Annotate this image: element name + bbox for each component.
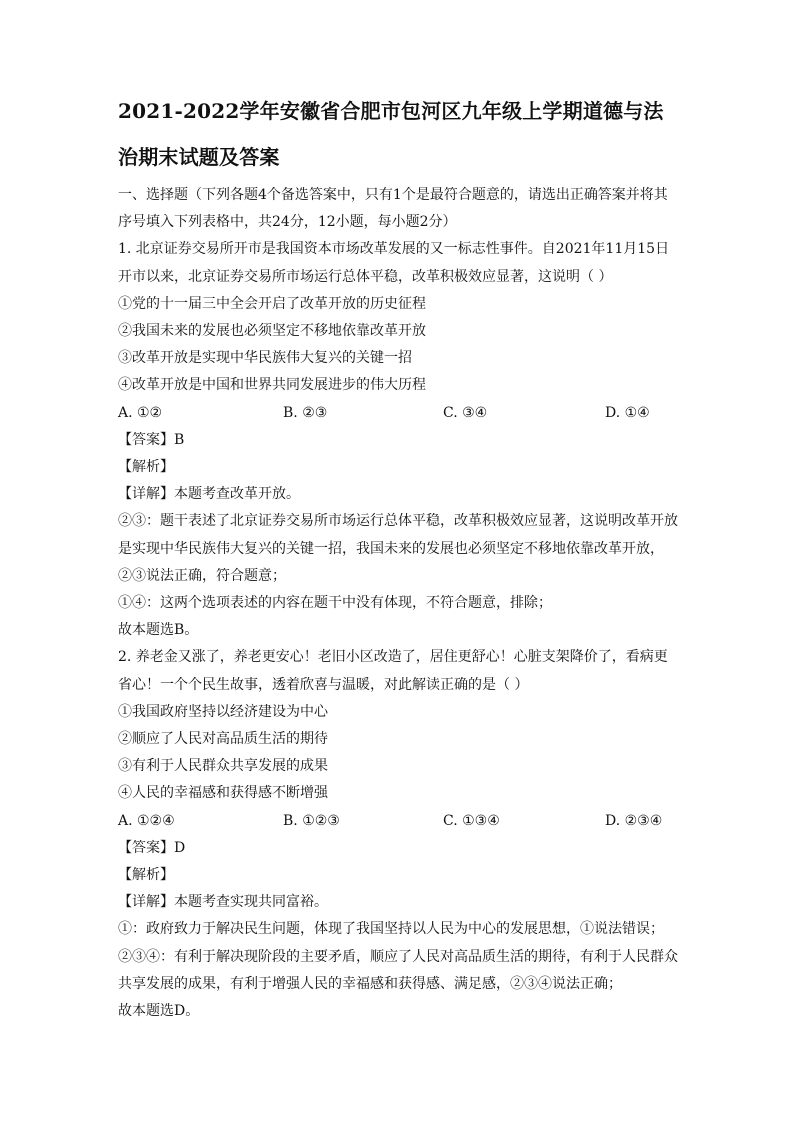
q2-option-a: A. ①②④ [118, 812, 175, 829]
q1-stem-line-2: 开市以来，北京证券交易所市场运行总体平稳，改革积极效应显著，这说明（ ） [118, 268, 613, 285]
q1-options [118, 400, 678, 427]
q2-stem-line-1: 2. 养老金又涨了，养老更安心！老旧小区改造了，居住更舒心！心脏支架降价了，看病更 [118, 649, 668, 666]
q1-analysis-label: 【解析】 [118, 459, 174, 476]
q1-option-c: C. ③④ [443, 404, 488, 421]
q2-options [118, 808, 678, 835]
q1-detail-2: ②③：题干表述了北京证券交易所市场运行总体平稳，改革积极效应显著，这说明改革开放 [118, 513, 678, 530]
q1-detail-3: 是实现中华民族伟大复兴的关键一招，我国未来的发展也必须坚定不移地依靠改革开放， [118, 540, 664, 557]
q2-detail-2: ①：政府致力于解决民生问题，体现了我国坚持以人民为中心的发展思想，①说法错误； [118, 921, 664, 938]
q1-statement-1: ①党的十一届三中全会开启了改革开放的历史征程 [118, 295, 426, 312]
q1-statement-4: ④改革开放是中国和世界共同发展进步的伟大历程 [118, 377, 426, 394]
section-heading [118, 182, 678, 236]
question-2 [118, 644, 678, 1025]
q2-statement-1: ①我国政府坚持以经济建设为中心 [118, 703, 328, 720]
q2-statement-2: ②顺应了人民对高品质生活的期待 [118, 731, 328, 748]
q2-detail-3: ②③④：有利于解决现阶段的主要矛盾，顺应了人民对高品质生活的期待，有利于人民群众 [118, 948, 678, 965]
q2-detail-1: 【详解】本题考查实现共同富裕。 [118, 894, 328, 911]
q1-statement-2: ②我国未来的发展也必须坚定不移地依靠改革开放 [118, 323, 426, 340]
q2-statement-3: ③有利于人民群众共享发展的成果 [118, 758, 328, 775]
q1-statement-3: ③改革开放是实现中华民族伟大复兴的关键一招 [118, 350, 412, 367]
document-title [118, 88, 678, 180]
q2-detail-5: 故本题选D。 [118, 1003, 200, 1020]
q2-answer: 【答案】D [118, 839, 186, 856]
q2-statement-4: ④人民的幸福感和获得感不断增强 [118, 785, 328, 802]
document-page [118, 88, 678, 1025]
q1-answer: 【答案】B [118, 431, 185, 448]
q1-detail-4: ②③说法正确，符合题意； [118, 567, 286, 584]
q2-option-d: D. ②③④ [605, 812, 663, 829]
title-line-1: 2021-2022学年安徽省合肥市包河区九年级上学期道德与法 [118, 99, 664, 123]
q1-option-a: A. ①② [118, 404, 163, 421]
section-line-2: 序号填入下列表格中，共24分，12小题，每小题2分） [118, 214, 457, 231]
q2-detail-4: 共享发展的成果，有利于增强人民的幸福感和获得感、满足感，②③④说法正确； [118, 975, 622, 992]
q1-detail-1: 【详解】本题考查改革开放。 [118, 486, 300, 503]
q1-option-b: B. ②③ [283, 404, 328, 421]
question-1 [118, 236, 678, 644]
q1-detail-5: ①④：这两个选项表述的内容在题干中没有体现，不符合题意，排除； [118, 595, 552, 612]
section-line-1: 一、选择题（下列各题4个备选答案中，只有1个是最符合题意的，请选出正确答案并将其 [118, 187, 668, 203]
q1-detail-6: 故本题选B。 [118, 622, 199, 639]
q1-option-d: D. ①④ [605, 404, 650, 421]
q2-analysis-label: 【解析】 [118, 867, 174, 884]
q2-option-b: B. ①②③ [283, 812, 340, 829]
q2-stem-line-2: 省心！一个个民生故事，透着欣喜与温暖，对此解读正确的是（ ） [118, 676, 529, 693]
q1-stem-line-1: 1. 北京证券交易所开市是我国资本市场改革发展的又一标志性事件。自2021年11月15日 [118, 241, 670, 258]
q2-option-c: C. ①③④ [443, 812, 500, 829]
title-line-2: 治期末试题及答案 [118, 145, 280, 169]
